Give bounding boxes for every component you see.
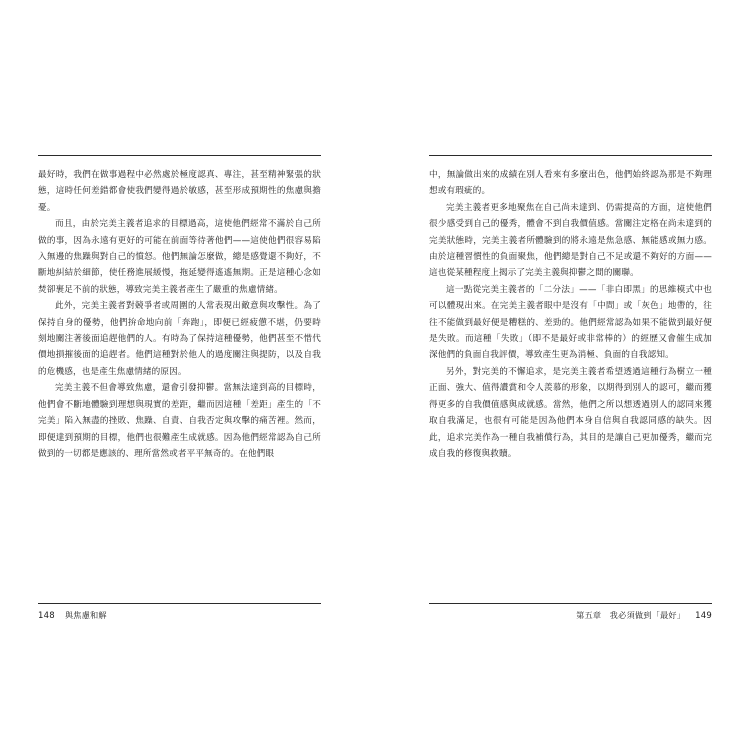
left-page-body — [38, 167, 321, 462]
paragraph: 此外，完美主義者對競爭者或周圍的人常表現出敵意與攻擊性。為了保持自身的優勢，他們拚命地向前「奔跑」，即便已經疲憊不堪，仍要時刻地關注著後面追趕他們的人。有時為了保持這種優勢，他們甚至不惜代價地損摧後面的追趕者。他們這種對於他人的過度關注與提防，以及自我的危機感，也是產生焦慮情緒的原因。 — [38, 301, 321, 377]
left-page — [38, 155, 321, 625]
two-page-spread — [38, 155, 712, 625]
right-page-footer-line — [429, 610, 712, 621]
right-page-footer — [429, 603, 712, 625]
right-page-body — [429, 167, 712, 462]
left-page-footer-rule — [38, 603, 321, 604]
right-page — [429, 155, 712, 625]
left-page-footer-line — [38, 610, 321, 621]
paragraph: 另外，對完美的不懈追求，是完美主義者希望透過這種行為樹立一種正面、強大、值得讚賞和令人羨慕的形象，以期得到別人的認可，繼而獲得更多的自我價值感與成就感。當然，他們之所以想透過別人的認同來獲取自我滿足，也很有可能是因為他們本身自信與自我認同感的缺失。因此，追求完美作為一種自我補償行為，其目的是讓自己更加優秀，繼而完成自我的修復與救贖。 — [429, 366, 712, 459]
paragraph: 而且，由於完美主義者追求的目標過高，這使他們經常不滿於自己所做的事，因為永遠有更好的可能在前面等待著他們——這使他們很容易陷入無邊的焦躁與對自己的憤怒。他們無論怎麼做，總是感覺還不夠好，不斷地糾結於細節，使任務進展緩慢，拖延變得遙遙無期。正是這種心念如焚卻裹足不前的狀態，導致完美主義者產生了嚴重的焦慮情緒。 — [38, 219, 321, 295]
paragraph: 這一點從完美主義者的「二分法」——「非白即黑」的思維模式中也可以體現出來。在完美主義者眼中是沒有「中間」或「灰色」地帶的，往往不能做到最好便是糟糕的、差勁的。他們經常認為如果不能做到最好便是失敗。而這種「失敗」（即不是最好或非常棒的）的經歷又會催生成加深他們的負面自我評價，導致產生更為消極、負面的自我認知。 — [429, 284, 712, 361]
running-head: 與焦慮和解 — [64, 610, 107, 620]
running-head: 第五章 我必須做到「最好」 — [576, 610, 686, 620]
paragraph: 完美主義者更多地聚焦在自己尚未達到、仍需提高的方面，這使他們很少感受到自己的優秀，體會不到自我價值感。當關注定格在尚未達到的完美狀態時，完美主義者所體驗到的將永遠是焦急感、無能感或無力感。由於這種習慣性的負面聚焦，他們總是對自己不足或還不夠好的方面——這也從某種程度上揭示了完美主義與抑鬱之間的關聯。 — [429, 202, 712, 279]
page-number: 148 — [38, 611, 55, 621]
paragraph: 中，無論做出來的成績在別人看來有多麼出色，他們始終認為那是不夠理想或有瑕疵的。 — [429, 170, 712, 197]
paragraph: 完美主義不但會導致焦慮，還會引發抑鬱。當無法達到高的目標時，他們會不斷地體驗到理想與現實的差距，繼而因這種「差距」產生的「不完美」陷入無盡的挫敗、焦躁、自責、自我否定與攻擊的痛苦裡。然而，即便達到預期的目標，他們也很難產生成就感。因為他們經常認為自己所做到的一切都是應該的、理所當然或者平平無奇的。在他們眼 — [38, 383, 321, 459]
right-page-top-rule — [429, 155, 712, 156]
right-page-footer-rule — [429, 603, 712, 604]
page-number: 149 — [695, 611, 712, 621]
left-page-top-rule — [38, 155, 321, 156]
page-bottom-margin — [0, 625, 750, 750]
paragraph: 最好時，我們在做事過程中必然處於極度認真、專注，甚至精神緊張的狀態，這時任何差錯都會使我們變得過於敏感，甚至形成預期性的焦慮與擔憂。 — [38, 170, 321, 213]
left-page-footer — [38, 603, 321, 625]
